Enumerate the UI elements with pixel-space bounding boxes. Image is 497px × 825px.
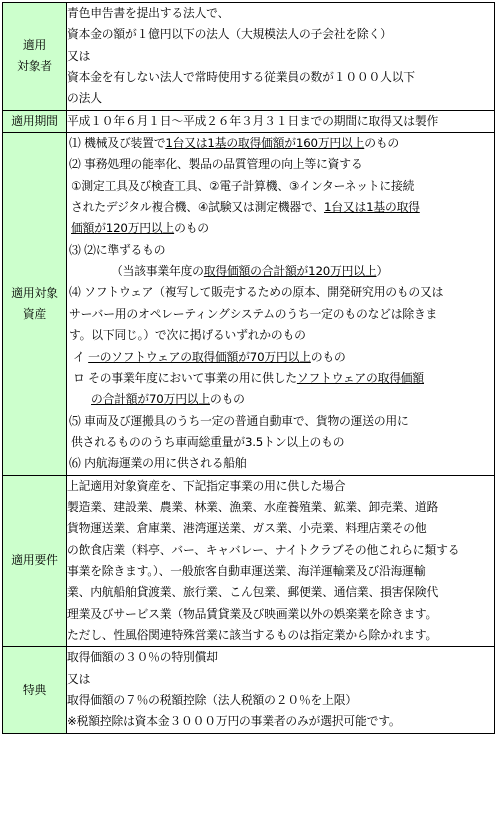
text-line: [67, 197, 494, 218]
text-line: [67, 368, 494, 389]
text-line: 取得価額の３０％の特別償却: [67, 650, 218, 665]
content-benefit: [67, 647, 495, 733]
text-line: 又は: [67, 671, 91, 686]
text-line: ただし、性風俗関連特殊営業に該当するものは指定業から除かれます。: [67, 627, 438, 642]
heading-period: 適用期間: [3, 110, 67, 132]
text: ⑴ 機械及び装置で: [69, 136, 166, 151]
text-line: [67, 218, 494, 239]
tax-incentive-table: [2, 2, 495, 734]
text-line: ①測定工具及び検査工具、②電子計算機、③インターネットに接続: [71, 178, 415, 193]
underlined-text: 取得価額の合計額が120万円以上: [203, 264, 377, 279]
text-line: ⑸ 車両及び運搬具のうち一定の普通自動車で、貨物の運送の用に: [69, 413, 409, 428]
underlined-text: ソフトウェアの取得価額: [296, 370, 425, 385]
row-requirements: [3, 475, 495, 647]
text-line: 供されるもののうち車両総重量が3.5トン以上のもの: [71, 434, 345, 449]
text-line: の飲食店業（料亭、バー、キャバレー、ナイトクラブその他これらに類する: [67, 542, 460, 557]
content-period: [67, 110, 495, 132]
text: ロ その事業年度において事業の用に供した: [73, 370, 297, 385]
text-line: [67, 133, 494, 154]
text-line: 又は: [67, 48, 91, 63]
text-line: 平成１０年６月１日～平成２６年３月３１日までの期間に取得又は製作: [67, 113, 439, 128]
text-line: [67, 261, 494, 282]
text-line: 資本金を有しない法人で常時使用する従業員の数が１０００人以下: [67, 70, 415, 85]
row-assets: [3, 133, 495, 476]
heading-requirements: 適用要件: [3, 475, 67, 647]
underlined-text: 1台又は1基の取得: [323, 200, 420, 215]
text-line: [67, 347, 494, 368]
text-line: ※税額控除は資本金３０００万円の事業者のみが選択可能です。: [67, 714, 401, 729]
text-line: ⑵ 事務処理の能率化、製品の品質管理の向上等に資する: [69, 157, 363, 172]
underlined-text: 一のソフトウェアの取得価額が70万円以上: [88, 349, 311, 364]
text-line: ⑷ ソフトウェア（複写して販売するための原本、開発研究用のもの又は: [69, 285, 444, 300]
text: されたデジタル複合機、④試験又は測定機器で、: [71, 200, 324, 215]
heading-target: [3, 3, 67, 111]
text-line: ⑶ ⑵に準ずるもの: [69, 242, 166, 257]
text-line: 業、内航船舶貸渡業、旅行業、こん包業、郵便業、通信業、損害保険代: [67, 585, 439, 600]
text-line: サーバー用のオペレーティングシステムのうち一定のものなどは除きま: [69, 306, 438, 321]
underlined-text: 1台又は1基の取得価額が160万円以上: [165, 136, 365, 151]
text: ）: [376, 264, 389, 279]
text-line: 製造業、建設業、農業、林業、漁業、水産養殖業、鉱業、卸売業、道路: [67, 499, 439, 514]
text-line: ⑹ 内航海運業の用に供される船舶: [69, 456, 247, 471]
heading-line: 対象者: [17, 59, 52, 74]
text-line: す。以下同じ。）で次に掲げるいずれかのもの: [69, 328, 306, 343]
text: （当該事業年度の: [111, 264, 204, 279]
content-requirements: [67, 475, 495, 647]
heading-assets: [3, 133, 67, 476]
text-line: 青色申告書を提出する法人で、: [67, 6, 230, 20]
row-period: [3, 110, 495, 132]
text-line: 資本金の額が１億円以下の法人（大規模法人の子会社を除く）: [67, 27, 392, 42]
heading-line: 適用対象: [11, 285, 58, 300]
text: のもの: [310, 349, 346, 364]
content-assets: [67, 133, 495, 476]
text: のもの: [364, 136, 400, 151]
heading-line: 適用: [22, 38, 47, 53]
underlined-text: の合計額が70万円以上: [91, 392, 210, 407]
text-line: の法人: [67, 91, 102, 106]
text: のもの: [174, 221, 209, 236]
content-target: [67, 3, 495, 111]
text-line: 事業を除きます。）、一般旅客自動車運送業、海洋運輸業及び沿海運輸: [67, 563, 426, 578]
heading-line: 資産: [22, 306, 47, 321]
text-line: 理業及びサービス業（物品賃貸業及び映画業以外の娯楽業を除きます。: [67, 606, 438, 621]
text-line: 取得価額の７％の税額控除（法人税額の２０％を上限）: [67, 693, 357, 707]
text-line: 上記適用対象資産を、下記指定事業の用に供した場合: [67, 478, 346, 493]
text-line: 貨物運送業、倉庫業、港湾運送業、ガス業、小売業、料理店業その他: [67, 521, 427, 536]
text: イ: [73, 349, 89, 364]
text-line: [67, 389, 494, 410]
underlined-text: 価額が120万円以上: [71, 221, 175, 236]
row-target: [3, 3, 495, 111]
row-benefit: [3, 647, 495, 733]
heading-benefit: 特典: [3, 647, 67, 733]
text: のもの: [209, 392, 245, 407]
